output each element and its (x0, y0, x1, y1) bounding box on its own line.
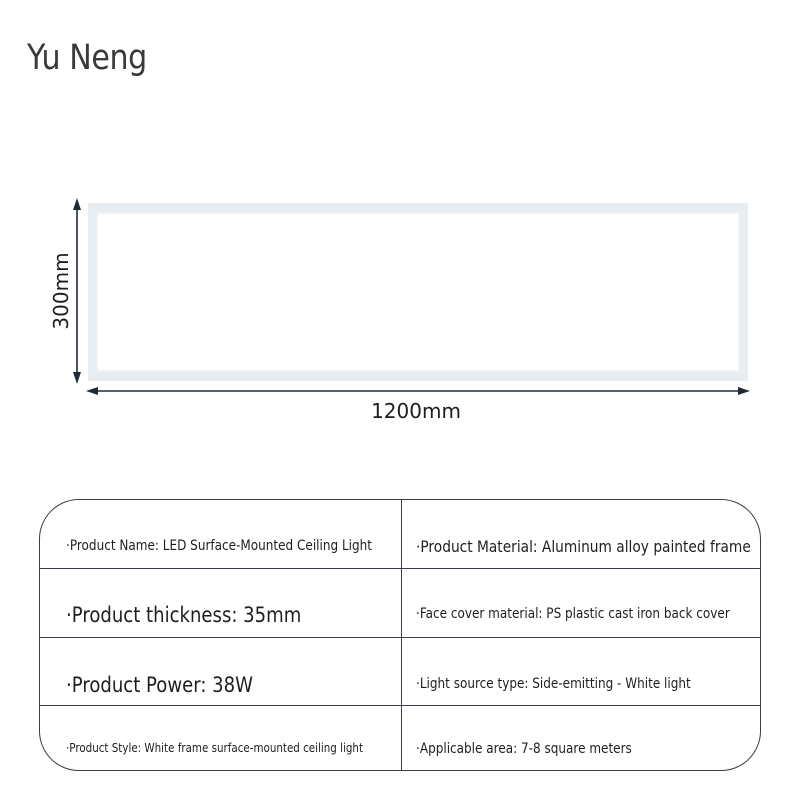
width-label: 1200mm (371, 399, 461, 423)
brand-logo: Yu Neng (27, 38, 147, 78)
spec-face-cover-material: ·Face cover material: PS plastic cast iron back cover (416, 606, 730, 622)
width-dimension-arrow (86, 387, 750, 395)
spec-light-source-type: ·Light source type: Side-emitting - White light (416, 676, 691, 692)
spec-table (39, 499, 761, 771)
spec-applicable-area: ·Applicable area: 7-8 square meters (416, 741, 632, 757)
spec-product-material: ·Product Material: Aluminum alloy painted frame (416, 536, 751, 556)
spec-product-power: ·Product Power: 38W (66, 673, 254, 697)
spec-product-style: ·Product Style: White frame surface-mounted ceiling light (66, 741, 364, 755)
column-divider (401, 500, 402, 770)
spec-product-thickness: ·Product thickness: 35mm (66, 603, 302, 627)
panel-light-surface (97, 213, 739, 371)
height-label: 300mm (49, 252, 73, 330)
spec-product-name: ·Product Name: LED Surface-Mounted Ceiling Light (66, 538, 373, 554)
height-dimension-arrow (73, 198, 81, 384)
